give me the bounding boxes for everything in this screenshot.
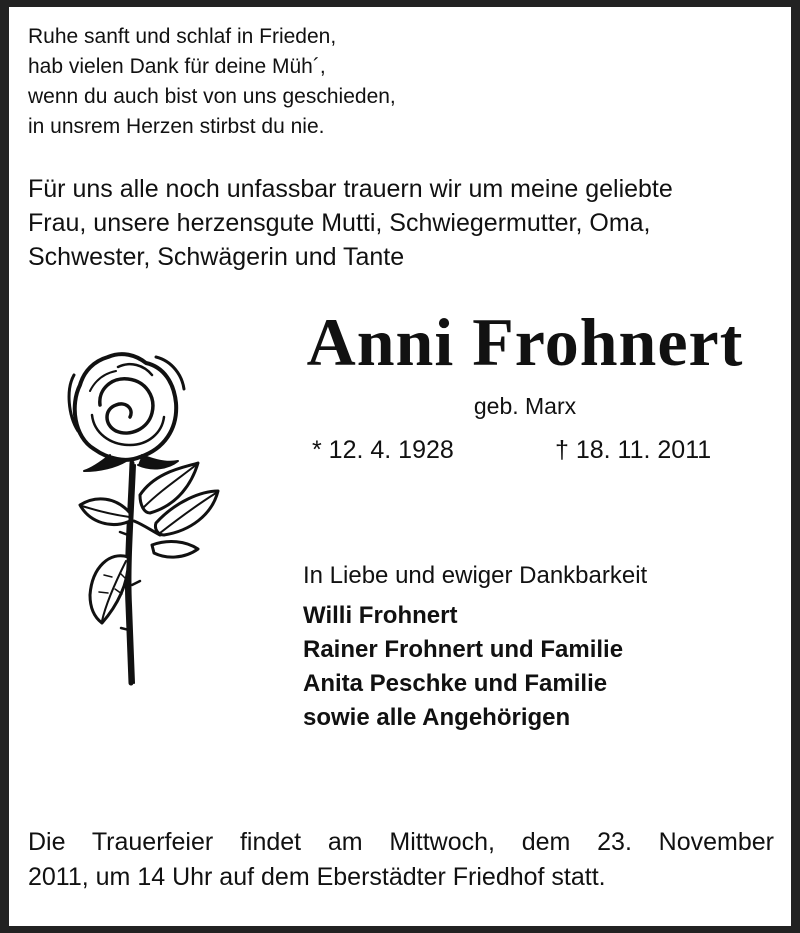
mourners-list <box>303 599 623 735</box>
funeral-line: Die Trauerfeier findet am Mittwoch, dem 23. November <box>28 828 774 856</box>
mourner-name: Rainer Frohnert und Familie <box>303 636 624 663</box>
mourning-announcement <box>28 172 673 274</box>
announcement-line: Für uns alle noch unfassbar trauern wir um meine geliebte <box>28 175 673 203</box>
birth-name: geb. Marx <box>473 393 577 419</box>
memorial-poem <box>28 22 396 142</box>
mourner-name: Anita Peschke und Familie <box>303 670 608 697</box>
poem-line: in unsrem Herzen stirbst du nie. <box>28 115 325 138</box>
birth-date: * 12. 4. 1928 <box>312 436 454 464</box>
announcement-line: Schwester, Schwägerin und Tante <box>28 243 405 271</box>
dedication-line: In Liebe und ewiger Dankbarkeit <box>303 562 648 589</box>
funeral-notice <box>28 825 774 895</box>
deceased-name: Anni Frohnert <box>306 304 744 380</box>
mourner-name: sowie alle Angehörigen <box>303 704 571 731</box>
death-date: † 18. 11. 2011 <box>555 436 712 464</box>
poem-line: hab vielen Dank für deine Müh´, <box>28 55 326 78</box>
announcement-line: Frau, unsere herzensgute Mutti, Schwiegermutter, Oma, <box>28 209 651 237</box>
poem-line: Ruhe sanft und schlaf in Frieden, <box>28 25 337 48</box>
rose-icon <box>60 345 235 690</box>
funeral-line: 2011, um 14 Uhr auf dem Eberstädter Friedhof statt. <box>28 863 606 891</box>
mourner-name: Willi Frohnert <box>303 602 458 629</box>
poem-line: wenn du auch bist von uns geschieden, <box>28 85 396 108</box>
